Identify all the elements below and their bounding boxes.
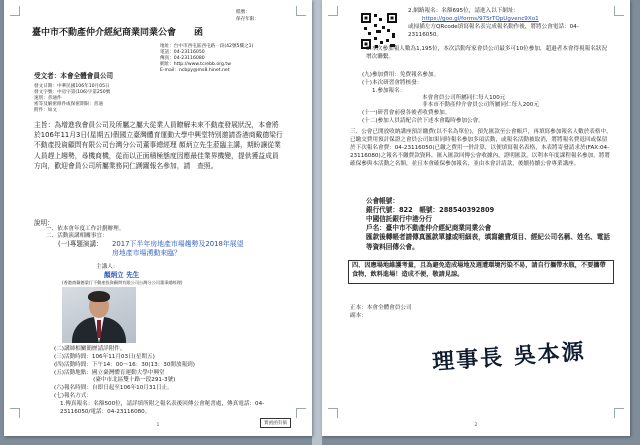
description-label: 說明： [34, 219, 54, 227]
lecture-title: 2017下半年房地產市場趨勢及2018年展望 [112, 240, 244, 248]
speaker-label: 主講人： [96, 264, 119, 270]
speaker-photo [62, 287, 136, 343]
qr-instruction: 或掃描左方QRcode填寫報名表完成報名動作後，將將公會電話：04-23116050。 [408, 24, 579, 38]
detail-registration-method: (七)報名方式： [54, 393, 92, 399]
page-2 [322, 0, 630, 436]
fee-note: (十一)研習會前發各後者收費參加。 [362, 110, 451, 116]
page-number: 2 [474, 423, 478, 428]
detail-venue-address: (臺中市北區雙十路一段291-3號) [54, 377, 176, 383]
notice-text: 四、因應場地維護考量，且為避免造成場地及週遭環境污染不易，請自行攜帶水瓶，不要攜帶食物，飲料進場！造成不便，敬請見諒。 [352, 262, 606, 278]
attendance-note: (十二)參加人員請配合於下述本會臨時參加公會。 [362, 118, 484, 124]
bank-branch: 中國信託銀行中港分行 [366, 215, 432, 223]
crop-mark [328, 6, 338, 16]
lecture-title-line2: 房地產市場湧動來臨？ [112, 249, 181, 257]
retention-label: 保存年限： [236, 17, 259, 22]
meta-speed: 速別：普通件 [34, 96, 62, 101]
detail-venue: (五)活動地點：國立臺灣體育運動大學中興堂 [54, 370, 165, 376]
crop-mark [614, 6, 624, 16]
remittance-instruction: 匯款後轉帳者請傳真匯款單據或明細表，填寫繳費項目、經紀公司名稱、姓名、電話等資料回傳公會。 [366, 233, 610, 251]
crop-mark [328, 408, 338, 418]
crop-mark [614, 408, 624, 418]
detail-bio: (二)講師相關簡歷請詳附件。 [54, 346, 126, 352]
subject-paragraph: 主旨：為增進我會員公司及所屬之屬大從業人員瞭解未來不動產發展狀況，本會將於106年11月3日(星期五)假國立臺灣體育運動大學中興堂特別邀請香港商戴德梁行不動產投資顧問有限公司台灣分公司董事總經理 顏炳立先生蒞臨主講，期盼讓從業人員趕上趨勢，尋機商機，從而以正面積極態度因應最佳業界機變，提供獲益成員方向，歡迎會員公司所屬業務同仁踴躍報名參加，請 查照。 [34, 121, 283, 170]
crop-mark [10, 6, 20, 16]
crop-mark [10, 408, 20, 418]
crop-mark [296, 408, 306, 418]
online-registration: 2.網路報名：名額695位，請進入以下網址： [408, 8, 520, 14]
detail-time: (四)活動時間：下午14：00～16：30(13：30開放報到) [54, 362, 195, 368]
meta-ref: 發文字號：中房字第(106)字第250號 [34, 90, 111, 95]
description-item: 一、依本會年度工作計劃辦理。 [46, 226, 125, 232]
website-line: 網址：http://www.tcrebb.org.tw [160, 62, 231, 67]
phone-line: 電話：04-23116050 [160, 50, 205, 55]
page-1 [4, 0, 312, 436]
bank-code-account: 銀行代號：822 帳號：288540392809 [366, 206, 495, 214]
recipient-line: 受文者：本會全體會員公司 [34, 72, 114, 80]
meta-secrecy: 密等及解密條件或保密期限：普通 [34, 102, 103, 107]
fee-item: (九)參加費用：免費報名參加。 [362, 72, 440, 78]
bank-account-name: 戶名：臺中市不動產仲介經紀商業同業公會 [366, 224, 492, 232]
cc-original: 正本：本會全體會員公司 [350, 305, 412, 311]
payment-paragraph: 三、公會已開放收納講座預計繳費(以不名為單位)，預先匯款至公會帳戶，再填寫參加報名人數於表格中，已繳交費用預計保證之會員公司如果同時報名參加多項活動，或報名活動被取消，將將報名費退回或保留於下次報名會費：04-23116050(已繳之費用一併計算，以便填寫報名表格，本表將寄發請求於(FAX:04-23116080)之報名不繳費款資料，匯入匯款回傳公會收據內，證明匯款，以利本年度課程報名參加，將將確保參與本活動之名額，並且本會確保參加報名，並由本會計請款，後續持續公會專業講座。 [350, 129, 612, 168]
lecture-label: (一)專題演講： [58, 240, 103, 248]
file-number-label: 檔號： [236, 10, 250, 15]
registration-url[interactable]: https://goo.gl/forms/97SrTQpUgvenc9Xo1 [422, 16, 539, 22]
description-item: 二、活動演講相關事宜： [46, 233, 108, 239]
bank-account-header: 公會帳號： [366, 197, 399, 205]
fee-header: (十)本次研習會將核發： [362, 80, 423, 86]
capacity-note: 3.本次參加報人數為1,195位，本次活動每家會員公司最多可10位參加，超過者本會得視報名狀況增次聯繫。 [366, 46, 608, 60]
qr-code [360, 12, 398, 50]
chairman-signature: 理事長 吳本源 [431, 338, 587, 376]
meta-attachment: 附件：如文 [34, 108, 57, 113]
fee-registration: 1.參加報名： [372, 88, 406, 94]
speaker-title: (香港商戴德梁行不動產投資顧問有限公司台灣分公司董事總經理) [62, 280, 183, 285]
detail-date: (三)活動時間：106年11月03日(星期五) [54, 354, 155, 360]
detail-fax-registration: 1.傳真報名：名額500位，請詳填所附之報名表後回傳公會秘書處，傳真電話：04-23116050/電話：04-23116080。 [60, 401, 265, 416]
fax-line: 傳真：04-23116080 [160, 56, 205, 61]
meta-date: 發文日期：中華民國106年10月05日 [34, 84, 110, 89]
fee-member: 本會會員公司所屬同仁每人100元 [422, 95, 506, 101]
fee-nonmember: 非本市不動產仲介會員公司所屬同仁每人200元 [422, 102, 539, 108]
cc-copy: 副本： [350, 313, 367, 319]
crop-mark [296, 6, 306, 16]
speaker-name: 顏炳立 先生 [104, 271, 140, 279]
page-number: 1 [156, 423, 160, 428]
email-line: E-mail：ncbpy@ms8.hinet.net [160, 68, 230, 73]
letter-title: 臺中市不動產仲介經紀商業同業公會 函 [32, 28, 204, 38]
official-stamp: 實函函有搞 [260, 418, 291, 428]
detail-registration-period: (六)報名時間：自即日起至106年10月31日止。 [54, 385, 173, 391]
page-gutter [312, 0, 322, 445]
address-line: 地址：台中市西屯區西屯路一段(42號5樓之1) [160, 44, 254, 49]
